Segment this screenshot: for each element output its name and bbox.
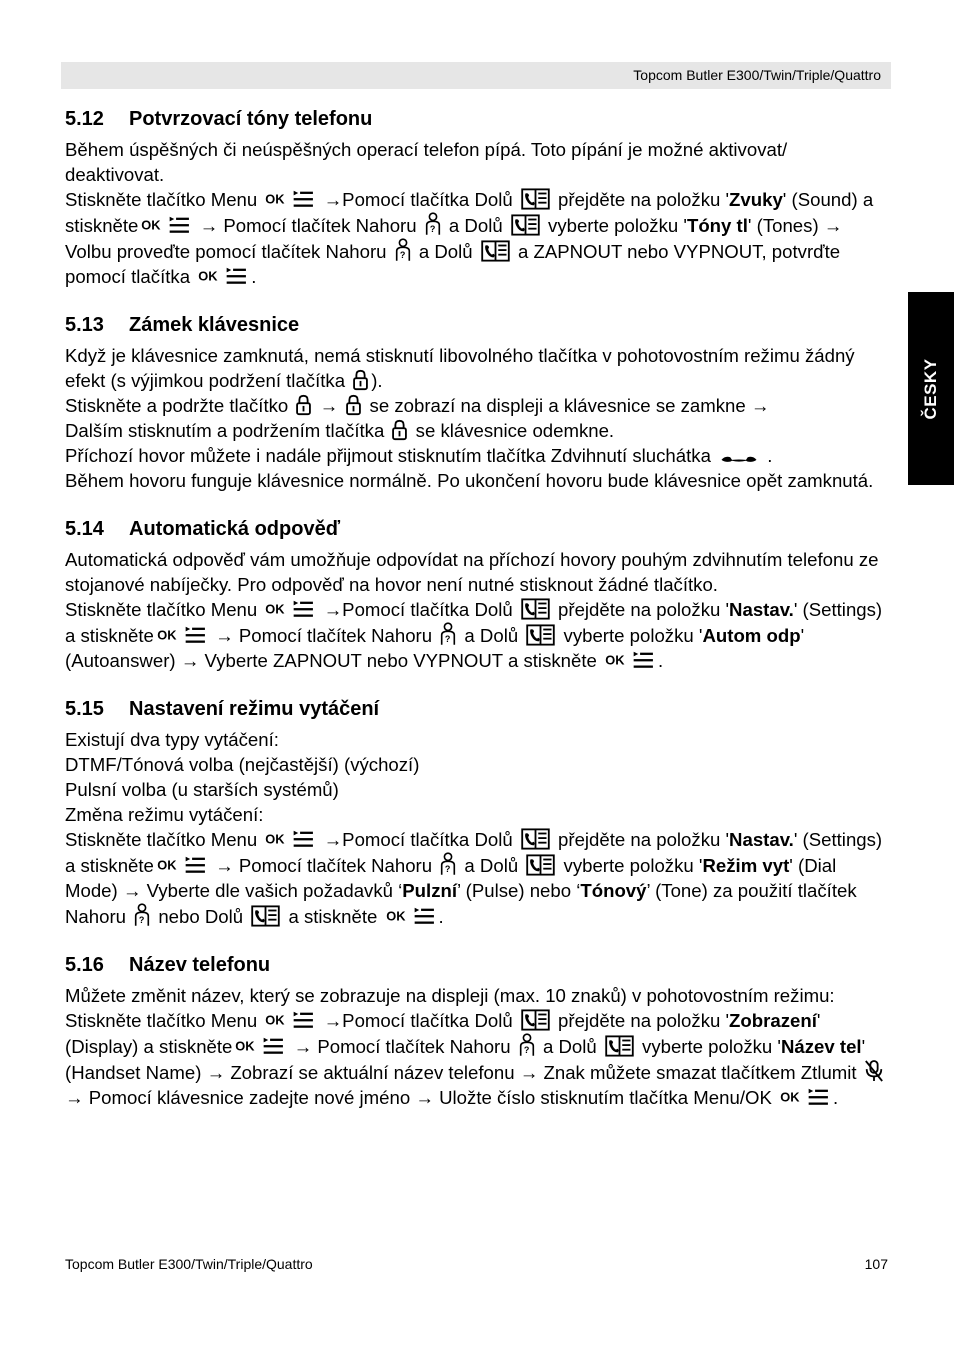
footer-title: Topcom Butler E300/Twin/Triple/Quattro — [65, 1256, 313, 1272]
lock-icon — [391, 419, 408, 441]
page-content — [65, 106, 891, 1133]
header-title: Topcom Butler E300/Twin/Triple/Quattro — [633, 67, 881, 83]
section-instructions: Příchozí hovor můžete i nadále přijmout stisknutím tlačítka Zdvihnutí sluchátka . — [65, 445, 773, 466]
section-paragraph: Automatická odpověď vám umožňuje odpovídat na příchozí hovory pouhým zdvihnutím telefonu ze stojanové nabíječky. Pro odpověď na hovor není nutné stisknout žádné tlačítko. — [65, 549, 879, 595]
ok-menu-icon — [264, 598, 316, 620]
up-person-icon — [439, 622, 457, 646]
section-5-16 — [65, 952, 891, 1110]
section-instructions: Stiskněte tlačítko Menu →Pomocí tlačítka Dolů přejděte na položku 'Zobrazení' (Display) a stiskněte → Pomocí tlačítek Nahoru a Dolů vyberte položku 'Název tel' (Handset Name) → Zobrazí se aktuální název telefonu → Znak můžete smazat tlačítkem Ztlumit → Pomocí klávesnice zadejte nové jméno → Uložte číslo stisknutím tlačítka Menu/OK . — [65, 1008, 891, 1110]
ok-menu-icon — [385, 905, 437, 927]
section-heading: 5.15 Nastavení režimu vytáčení — [65, 698, 380, 720]
down-book-icon — [525, 624, 556, 646]
ok-menu-icon — [197, 265, 249, 287]
up-person-icon — [518, 1033, 536, 1057]
section-5-12 — [65, 106, 891, 289]
down-book-icon — [510, 214, 541, 236]
section-heading: 5.12 Potvrzovací tóny telefonu — [65, 108, 373, 130]
section-heading: 5.16 Název telefonu — [65, 954, 271, 976]
down-book-icon — [520, 598, 551, 620]
section-heading: 5.14 Automatická odpověď — [65, 518, 341, 540]
page-header — [61, 62, 891, 89]
mute-icon — [864, 1059, 884, 1083]
lock-icon — [295, 394, 312, 416]
ok-menu-icon — [140, 214, 192, 236]
hook-icon — [718, 452, 760, 466]
down-book-icon — [604, 1035, 635, 1057]
down-book-icon — [520, 1009, 551, 1031]
section-paragraph: Během úspěšných či neúspěšných operací telefon pípá. Toto pípání je možné aktivovat/ deaktivovat. — [65, 139, 788, 185]
section-5-14 — [65, 516, 891, 673]
ok-menu-icon — [156, 854, 208, 876]
lock-icon — [345, 394, 362, 416]
ok-menu-icon — [264, 188, 316, 210]
section-line: Existují dva typy vytáčení: — [65, 729, 279, 750]
page-number: 107 — [864, 1256, 888, 1272]
section-paragraph: Během hovoru funguje klávesnice normálně. Po ukončení hovoru bude klávesnice opět zamknutá. — [65, 470, 874, 491]
language-tab — [908, 292, 954, 485]
up-person-icon — [424, 212, 442, 236]
language-tab-label: ČESKY — [921, 357, 940, 420]
ok-menu-icon — [779, 1086, 831, 1108]
section-instructions: Stiskněte tlačítko Menu →Pomocí tlačítka Dolů přejděte na položku 'Nastav.' (Settings) a stiskněte → Pomocí tlačítek Nahoru a Dolů vyberte položku 'Režim vyt' (Dial Mode) → Vyberte dle vašich požadavků ‘Pulzní’ (Pulse) nebo ‘Tónový’ (Tone) za použití tlačítek Nahoru nebo Dolů a stiskněte . — [65, 829, 883, 927]
section-5-13 — [65, 312, 891, 493]
ok-menu-icon — [264, 1009, 316, 1031]
section-line: DTMF/Tónová volba (nejčastější) (výchozí) — [65, 754, 420, 775]
up-person-icon — [133, 903, 151, 927]
down-book-icon — [480, 240, 511, 262]
up-person-icon — [394, 238, 412, 262]
section-line: Změna režimu vytáčení: — [65, 804, 264, 825]
down-book-icon — [520, 828, 551, 850]
down-book-icon — [520, 188, 551, 210]
section-heading: 5.13 Zámek klávesnice — [65, 314, 300, 336]
up-person-icon — [439, 852, 457, 876]
section-instructions: Stiskněte tlačítko Menu →Pomocí tlačítka Dolů přejděte na položku 'Zvuky' (Sound) a stiskněte → Pomocí tlačítek Nahoru a Dolů vyberte položku 'Tóny tl' (Tones) → Volbu proveďte pomocí tlačítek Nahoru a Dolů a ZAPNOUT nebo VYPNOUT, potvrďte pomocí tlačítka . — [65, 189, 874, 287]
ok-menu-icon — [156, 624, 208, 646]
ok-menu-icon — [264, 828, 316, 850]
section-instructions: Stiskněte tlačítko Menu →Pomocí tlačítka Dolů přejděte na položku 'Nastav.' (Settings) a stiskněte → Pomocí tlačítek Nahoru a Dolů vyberte položku 'Autom odp' (Autoanswer) → Vyberte ZAPNOUT nebo VYPNOUT a stiskněte . — [65, 599, 883, 671]
section-line: Pulsní volba (u starších systémů) — [65, 779, 339, 800]
section-paragraph: Můžete změnit název, který se zobrazuje na displeji (max. 10 znaků) v pohotovostním režimu: — [65, 985, 835, 1006]
lock-icon — [352, 369, 369, 391]
ok-menu-icon — [234, 1035, 286, 1057]
down-book-icon — [250, 905, 281, 927]
ok-menu-icon — [604, 649, 656, 671]
section-instructions: Když je klávesnice zamknutá, nemá stisknutí libovolného tlačítka v pohotovostním režimu žádný efekt (s výjimkou podržení tlačítka ). — [65, 345, 855, 391]
section-instructions: Stiskněte a podržte tlačítko → se zobrazí na displeji a klávesnice se zamkne → Dalším stisknutím a podržením tlačítka se klávesnice odemkne. — [65, 395, 770, 441]
section-5-15 — [65, 696, 891, 929]
down-book-icon — [525, 854, 556, 876]
